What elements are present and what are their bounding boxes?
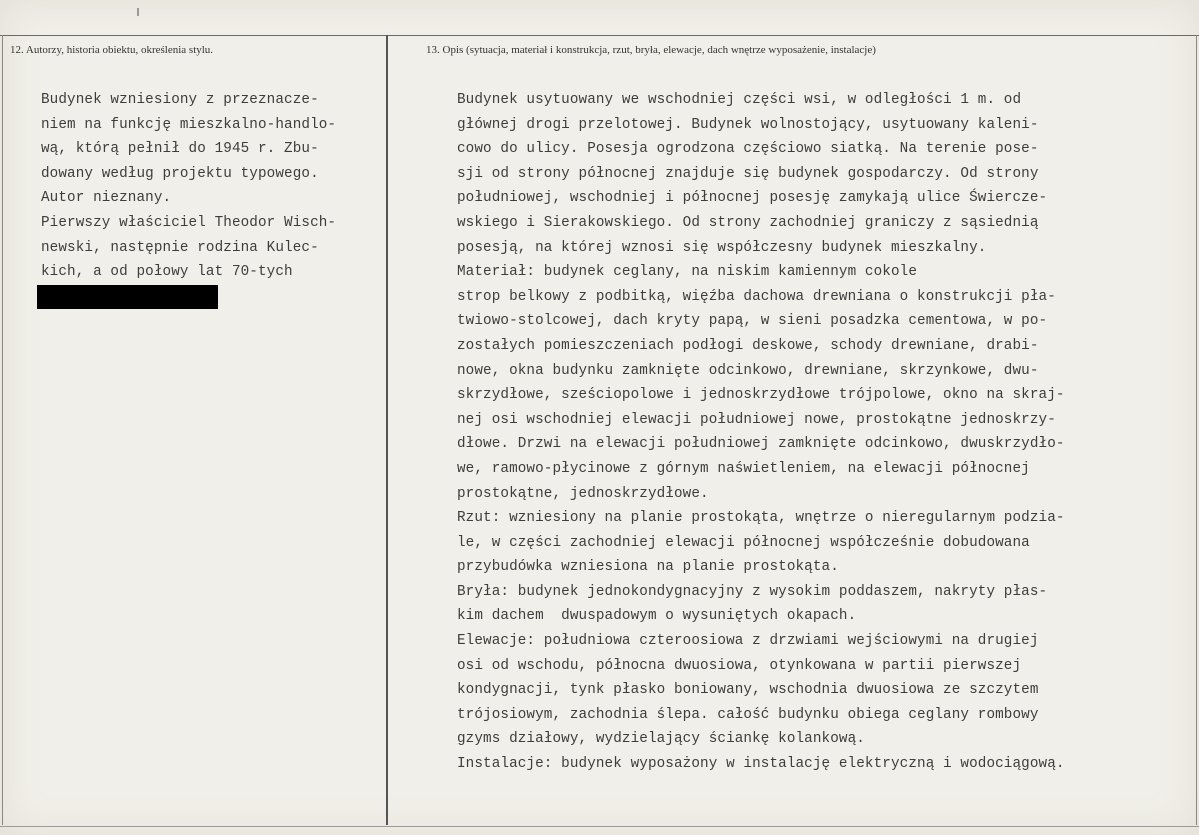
- right-column-heading: 13. Opis (sytuacja, materiał i konstrukcja, rzut, bryła, elewacje, dach wnętrze wyposażenie, instalacje): [426, 44, 876, 56]
- text-line: wą, którą pełnił do 1945 r. Zbu-: [41, 141, 319, 158]
- left-column-text: [41, 88, 336, 285]
- text-line: we, ramowo-płycinowe z górnym naświetleniem, na elewacji północnej: [457, 460, 1030, 477]
- form-top-border: [0, 35, 1199, 36]
- text-line: nowe, okna budynku zamknięte odcinkowo, drewniane, skrzynkowe, dwu-: [457, 362, 1039, 379]
- text-line: Bryła: budynek jednokondygnacyjny z wysokim poddaszem, nakryty płas-: [457, 583, 1048, 600]
- form-bottom-border: [0, 826, 1199, 827]
- text-line: Instalacje: budynek wyposażony w instalację elektryczną i wodociągową.: [457, 756, 1065, 773]
- text-line: strop belkowy z podbitką, więźba dachowa drewniana o konstrukcji pła-: [457, 288, 1056, 305]
- column-divider: [386, 35, 388, 825]
- form-right-border: [1196, 35, 1197, 825]
- text-line: Elewacje: południowa czteroosiowa z drzwiami wejściowymi na drugiej: [457, 633, 1039, 650]
- text-line: le, w części zachodniej elewacji północnej współcześnie dobudowana: [457, 534, 1030, 551]
- text-line: sji od strony północnej znajduje się budynek gospodarczy. Od strony: [457, 165, 1039, 182]
- text-line: kim dachem dwuspadowym o wysuniętych okapach.: [457, 608, 857, 625]
- text-line: dowany według projektu typowego.: [41, 165, 319, 182]
- text-line: Budynek usytuowany we wschodniej części wsi, w odległości 1 m. od: [457, 92, 1022, 108]
- text-line: gzyms działowy, wydzielający ściankę kolankową.: [457, 731, 865, 748]
- text-line: niem na funkcję mieszkalno-handlo-: [41, 116, 337, 133]
- top-tick-mark: [137, 8, 139, 16]
- text-line: Autor nieznany.: [41, 190, 172, 207]
- text-line: newski, następnie rodzina Kulec-: [41, 239, 319, 256]
- text-line: południowej, wschodniej i północnej posesję zamykają ulice Świercze-: [457, 190, 1048, 207]
- text-line: kich, a od połowy lat 70-tych: [41, 264, 293, 281]
- text-line: kondygnacji, tynk płasko boniowany, wschodnia dwuosiowa ze szczytem: [457, 682, 1039, 699]
- text-line: posesją, na której wznosi się współczesny budynek mieszkalny.: [457, 239, 987, 256]
- text-line: Rzut: wzniesiony na planie prostokąta, wnętrze o nieregularnym podzia-: [457, 510, 1065, 527]
- redaction-bar: [37, 285, 218, 309]
- text-line: twiowo-stolcowej, dach kryty papą, w sieni posadzka cementowa, w po-: [457, 313, 1048, 330]
- form-left-border: [2, 35, 3, 825]
- left-column-heading: 12. Autorzy, historia obiektu, określenia stylu.: [10, 44, 214, 56]
- text-line: dłowe. Drzwi na elewacji południowej zamknięte odcinkowo, dwuskrzydło-: [457, 436, 1065, 453]
- text-line: cowo do ulicy. Posesja ogrodzona częściowo siatką. Na terenie pose-: [457, 141, 1039, 158]
- text-line: trójosiowym, zachodnia ślepa. całość budynku obiega ceglany rombowy: [457, 706, 1039, 723]
- text-line: Budynek wzniesiony z przeznacze-: [41, 92, 319, 108]
- text-line: Materiał: budynek ceglany, na niskim kamiennym cokole: [457, 264, 918, 281]
- text-line: osi od wschodu, północna dwuosiowa, otynkowana w partii pierwszej: [457, 657, 1022, 674]
- text-line: skrzydłowe, sześciopolowe i jednoskrzydłowe trójpolowe, okno na skraj-: [457, 387, 1065, 404]
- text-line: Pierwszy właściciel Theodor Wisch-: [41, 214, 337, 231]
- text-line: prostokątne, jednoskrzydłowe.: [457, 485, 709, 502]
- right-column-text: [457, 88, 1065, 777]
- text-line: wskiego i Sierakowskiego. Od strony zachodniej graniczy z sąsiednią: [457, 214, 1039, 231]
- text-line: nej osi wschodniej elewacji południowej nowe, prostokątne jednoskrzy-: [457, 411, 1056, 428]
- text-line: głównej drogi przelotowej. Budynek wolnostojący, usytuowany kaleni-: [457, 116, 1039, 133]
- text-line: zostałych pomieszczeniach podłogi deskowe, schody drewniane, drabi-: [457, 337, 1039, 354]
- text-line: przybudówka wzniesiona na planie prostokąta.: [457, 559, 839, 576]
